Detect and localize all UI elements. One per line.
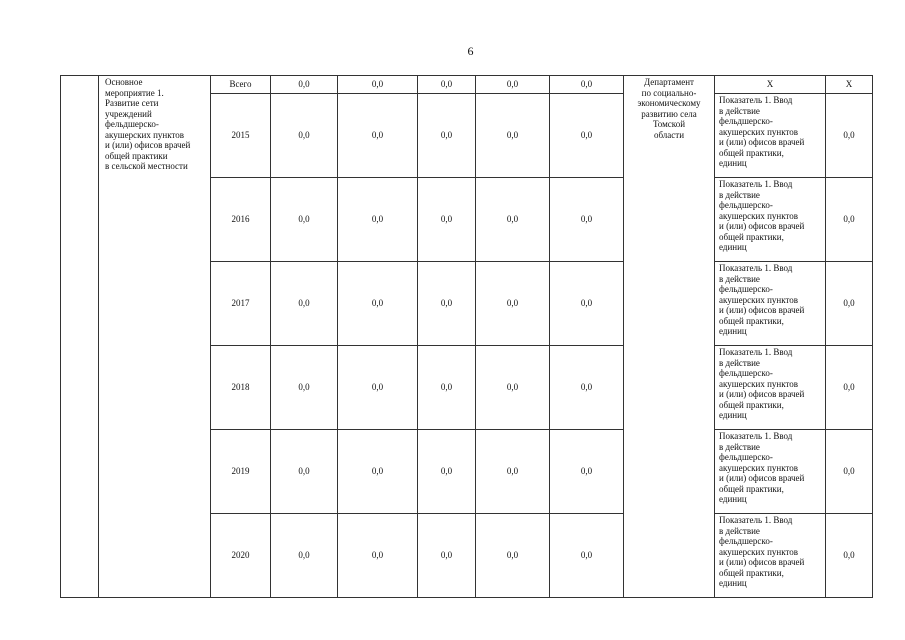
indicator-cell	[715, 94, 826, 178]
value-cell: 0,0	[271, 178, 338, 262]
year-label-cell: 2015	[211, 94, 271, 178]
year-label-cell: 2020	[211, 514, 271, 598]
indicator-cell	[715, 346, 826, 430]
value-cell: 0,0	[271, 76, 338, 94]
value-cell: 0,0	[418, 178, 476, 262]
row-number-cell	[61, 76, 99, 598]
value-cell: 0,0	[550, 514, 624, 598]
indicator-cell	[715, 178, 826, 262]
year-label-cell: 2018	[211, 346, 271, 430]
value-cell: 0,0	[476, 178, 550, 262]
indicator-text: Показатель 1. Ввод в действие фельдшерско- акушерских пунктов и (или) офисов врачей общей практики, единиц	[719, 95, 805, 168]
value-cell: 0,0	[476, 430, 550, 514]
value-cell: 0,0	[271, 430, 338, 514]
value-cell: 0,0	[418, 346, 476, 430]
value-cell: 0,0	[418, 76, 476, 94]
value-cell: 0,0	[338, 430, 418, 514]
indicator-cell	[715, 514, 826, 598]
year-label-cell: 2016	[211, 178, 271, 262]
value-cell: 0,0	[550, 76, 624, 94]
indicator-text: Показатель 1. Ввод в действие фельдшерско- акушерских пунктов и (или) офисов врачей общей практики, единиц	[719, 263, 805, 336]
year-label-cell: 2017	[211, 262, 271, 346]
value-cell: 0,0	[550, 178, 624, 262]
indicator-value-cell: X	[826, 76, 873, 94]
value-cell: 0,0	[550, 262, 624, 346]
indicator-cell: X	[715, 76, 826, 94]
indicator-value-cell: 0,0	[826, 94, 873, 178]
value-cell: 0,0	[338, 76, 418, 94]
value-cell: 0,0	[550, 430, 624, 514]
indicator-text: Показатель 1. Ввод в действие фельдшерско- акушерских пунктов и (или) офисов врачей общей практики, единиц	[719, 515, 805, 588]
value-cell: 0,0	[418, 262, 476, 346]
value-cell: 0,0	[418, 94, 476, 178]
value-cell: 0,0	[338, 346, 418, 430]
value-cell: 0,0	[476, 76, 550, 94]
indicator-value-cell: 0,0	[826, 262, 873, 346]
year-label-cell: Всего	[211, 76, 271, 94]
indicator-text: Показатель 1. Ввод в действие фельдшерско- акушерских пунктов и (или) офисов врачей общей практики, единиц	[719, 347, 805, 420]
value-cell: 0,0	[338, 94, 418, 178]
program-table	[60, 75, 873, 598]
indicator-value-cell: 0,0	[826, 430, 873, 514]
value-cell: 0,0	[338, 262, 418, 346]
value-cell: 0,0	[418, 430, 476, 514]
indicator-text: Показатель 1. Ввод в действие фельдшерско- акушерских пунктов и (или) офисов врачей общей практики, единиц	[719, 179, 805, 252]
value-cell: 0,0	[550, 94, 624, 178]
value-cell: 0,0	[338, 514, 418, 598]
indicator-text: Показатель 1. Ввод в действие фельдшерско- акушерских пунктов и (или) офисов врачей общей практики, единиц	[719, 431, 805, 504]
department-cell	[624, 76, 715, 598]
indicator-value-cell: 0,0	[826, 178, 873, 262]
value-cell: 0,0	[476, 94, 550, 178]
indicator-value-cell: 0,0	[826, 346, 873, 430]
year-label-cell: 2019	[211, 430, 271, 514]
value-cell: 0,0	[338, 178, 418, 262]
value-cell: 0,0	[271, 514, 338, 598]
indicator-cell	[715, 430, 826, 514]
event-name-cell	[99, 76, 211, 598]
value-cell: 0,0	[550, 346, 624, 430]
value-cell: 0,0	[476, 514, 550, 598]
value-cell: 0,0	[418, 514, 476, 598]
table-row-total	[61, 76, 873, 94]
value-cell: 0,0	[476, 346, 550, 430]
indicator-value-cell: 0,0	[826, 514, 873, 598]
value-cell: 0,0	[271, 346, 338, 430]
event-name-text: Основное мероприятие 1. Развитие сети учреждений фельдшерско- акушерских пунктов и (или) офисов врачей общей практики в сельской местности	[105, 77, 191, 171]
value-cell: 0,0	[476, 262, 550, 346]
value-cell: 0,0	[271, 262, 338, 346]
value-cell: 0,0	[271, 94, 338, 178]
department-text: Департамент по социально- экономическому развитию села Томской области	[637, 77, 701, 140]
indicator-cell	[715, 262, 826, 346]
page-number: 6	[467, 44, 474, 58]
